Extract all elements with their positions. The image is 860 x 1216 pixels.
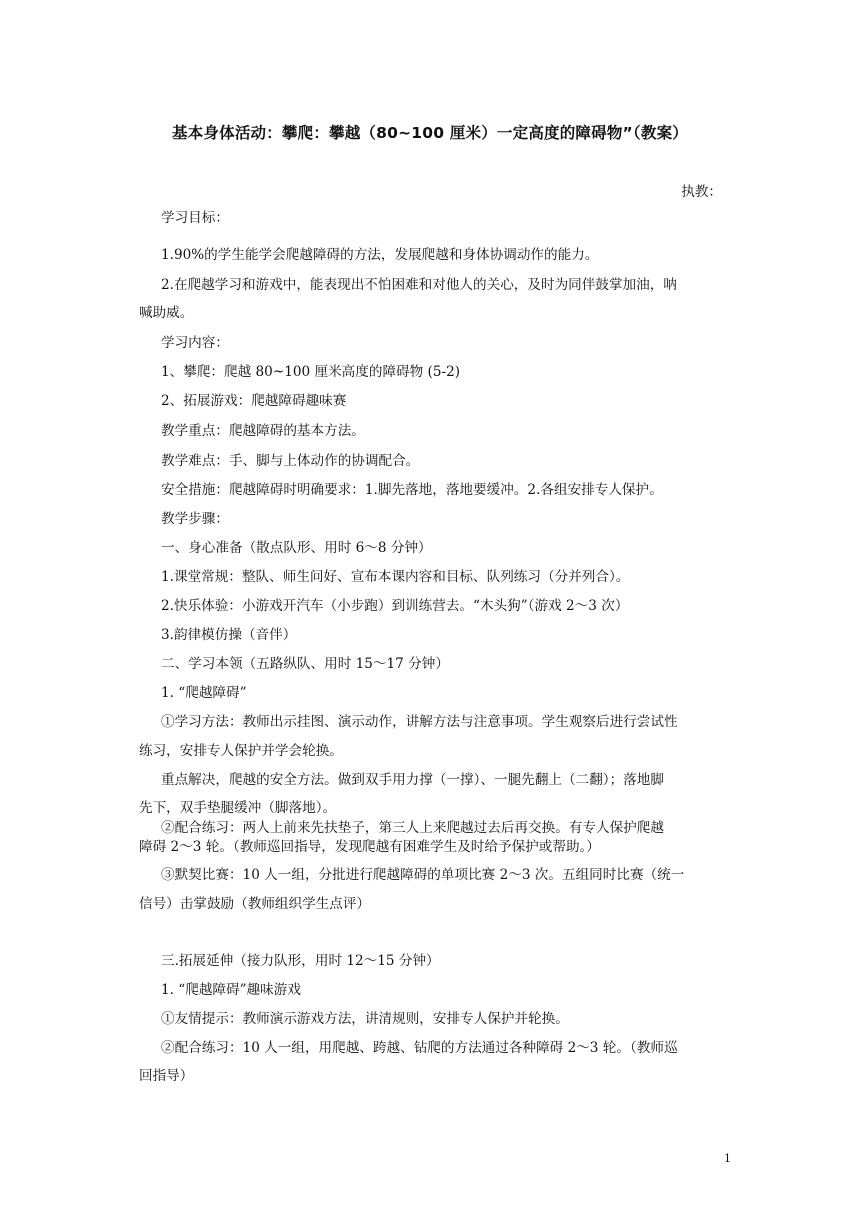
step-1-item-1: 1.课堂常规：整队、师生问好、宣布本课内容和目标、队列练习（分并列合）。 bbox=[161, 569, 630, 585]
step-2-contest-line-2: 信号）击掌鼓励（教师组织学生点评） bbox=[139, 896, 371, 912]
instructor-label: 执教： bbox=[681, 184, 722, 200]
step-3-heading: 三.拓展延伸（接力队形，用时 12～15 分钟） bbox=[161, 953, 440, 969]
step-2-method-line-2: 练习，安排专人保护并学会轮换。 bbox=[139, 743, 343, 759]
section-heading-objectives: 学习目标： bbox=[161, 210, 229, 226]
step-1-heading: 一、身心准备（散点队形、用时 6～8 分钟） bbox=[161, 540, 432, 556]
step-2-subheading: 1. “爬越障碍” bbox=[161, 685, 247, 701]
step-2-method-line-1: ①学习方法：教师出示挂图、演示动作，讲解方法与注意事项。学生观察后进行尝试性 bbox=[161, 714, 678, 730]
step-2-key-line-1: 重点解决，爬越的安全方法。做到双手用力撑（一撑）、一腿先翻上（二翻）；落地脚 bbox=[161, 772, 664, 788]
content-item-1: 1、攀爬：爬越 80~100 厘米高度的障碍物 (5-2) bbox=[161, 364, 461, 380]
safety-measures: 安全措施：爬越障碍时明确要求：1.脚先落地，落地要缓冲。2.各组安排专人保护。 bbox=[161, 482, 663, 498]
teaching-difficulty: 教学难点：手、脚与上体动作的协调配合。 bbox=[161, 453, 420, 469]
step-2-heading: 二、学习本领（五路纵队、用时 15～17 分钟） bbox=[161, 656, 449, 672]
section-heading-content: 学习内容： bbox=[161, 335, 229, 351]
step-2-key-line-2: 先下，双手垫腿缓冲（脚落地）。 bbox=[139, 800, 337, 816]
objective-1: 1.90%的学生能学会爬越障碍的方法，发展爬越和身体协调动作的能力。 bbox=[161, 247, 599, 263]
objective-2-line-1: 2.在爬越学习和游戏中，能表现出不怕困难和对他人的关心，及时为同伴鼓掌加油，呐 bbox=[161, 277, 677, 293]
step-1-item-2: 2.快乐体验：小游戏开汽车（小步跑）到训练营去。“木头狗”（游戏 2～3 次） bbox=[161, 598, 629, 614]
content-item-2: 2、拓展游戏：爬越障碍趣味赛 bbox=[161, 393, 347, 409]
page-title: 基本身体活动：攀爬：攀越（80~100 厘米）一定高度的障碍物”（教案） bbox=[172, 124, 688, 142]
step-1-item-3: 3.韵律模仿操（音伴） bbox=[161, 627, 297, 643]
page-number: 1 bbox=[724, 1152, 731, 1165]
step-2-practice-line-2: 障碍 2～3 轮。（教师巡回指导，发现爬越有困难学生及时给予保护或帮助。） bbox=[139, 839, 600, 855]
step-3-subheading: 1. “爬越障碍”趣味游戏 bbox=[161, 982, 301, 998]
objective-2-line-2: 喊助威。 bbox=[139, 305, 194, 321]
step-2-contest-line-1: ③默契比赛：10 人一组，分批进行爬越障碍的单项比赛 2～3 次。五组同时比赛（统一 bbox=[161, 867, 685, 883]
step-2-practice-line-1: ②配合练习：两人上前来先扶垫子，第三人上来爬越过去后再交换。有专人保护爬越 bbox=[161, 820, 664, 836]
step-3-practice-line-1: ②配合练习：10 人一组，用爬越、跨越、钻爬的方法通过各种障碍 2～3 轮。（教师巡 bbox=[161, 1040, 678, 1056]
step-3-tip: ①友情提示：教师演示游戏方法，讲清规则，安排专人保护并轮换。 bbox=[161, 1011, 569, 1027]
step-3-practice-line-2: 回指导） bbox=[139, 1068, 194, 1084]
section-heading-steps: 教学步骤： bbox=[161, 511, 229, 527]
teaching-focus: 教学重点：爬越障碍的基本方法。 bbox=[161, 423, 365, 439]
